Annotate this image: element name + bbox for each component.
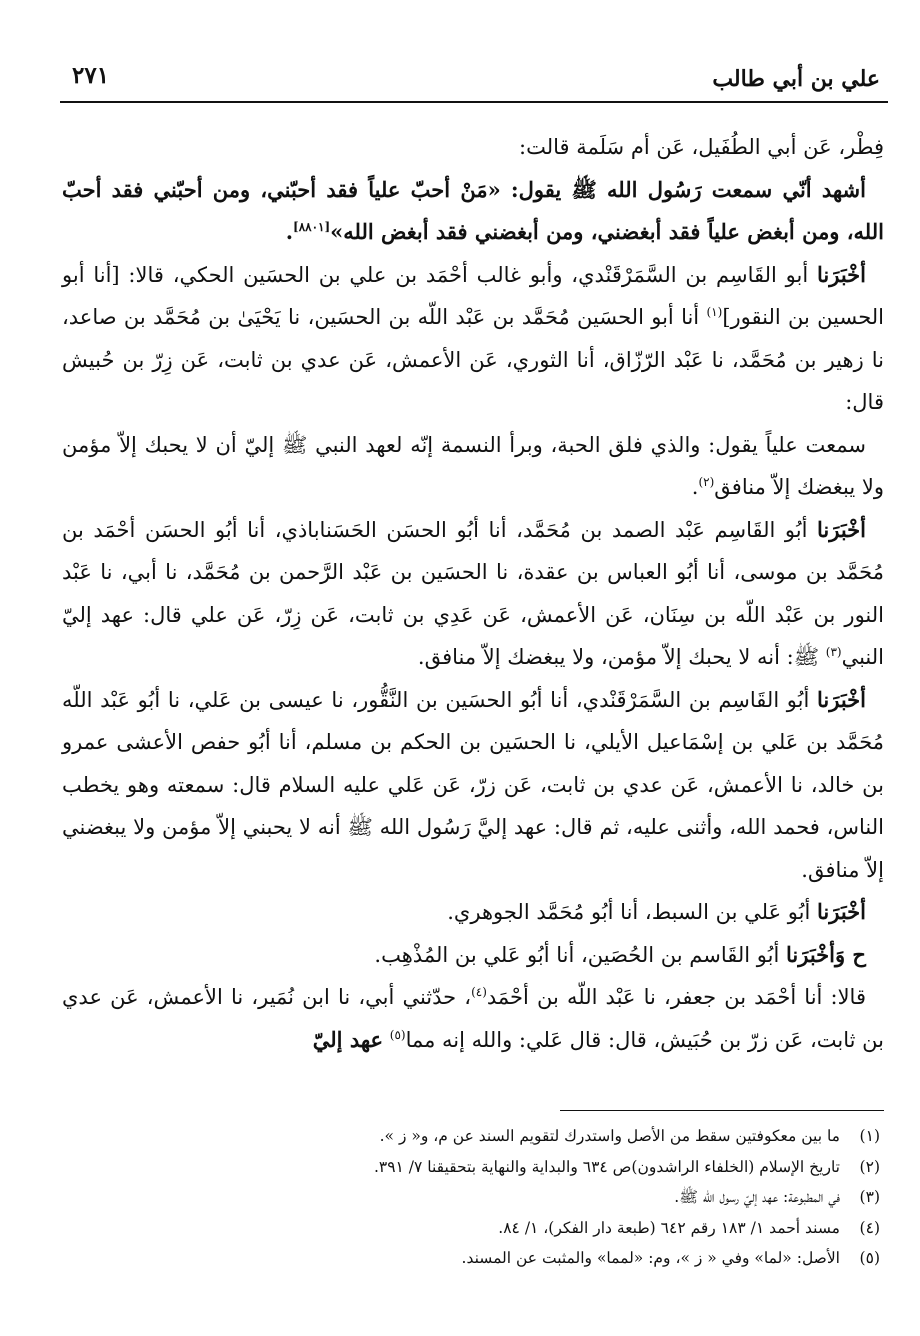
footnote-number: (٣) [859, 1188, 880, 1206]
page-number: ٢٧١ [72, 62, 110, 89]
paragraph-9 [62, 976, 884, 1061]
isnad-text-continued: ﷺ: أنه لا يحبك إلاّ مؤمن، ولا يبغضك إلاّ منافق. [417, 645, 820, 669]
isnad-text: أبُو القَاسم بن الحُصَين، أنا أبُو عَلي بن المُذْهِب. [374, 942, 780, 967]
footnote-item [62, 1121, 880, 1152]
footnote-divider [560, 1110, 884, 1111]
paragraph-3 [62, 254, 884, 424]
footnote-marker: (٤) [471, 985, 487, 999]
footnotes [62, 1121, 880, 1274]
isnad-text-continued: ، حدّثني أبي، نا ابن نُمَير، نا الأعمش، عَن عدي بن ثابت، عَن زرّ بن حُبَيش، قال: قال عَلي: والله إنه مما [62, 985, 884, 1052]
footnote-item [62, 1182, 880, 1213]
footnote-marker: (١) [706, 305, 723, 319]
hadith-text: أشهد أنّي سمعت رَسُول الله ﷺ يقول: «مَنْ أحبّ علياً فقد أحبّني، ومن أحبّني فقد أحبّ الله، ومن أبغض علياً فقد أبغضني، ومن أبغضني فقد أبغض الله» [62, 176, 884, 244]
paragraph-7 [62, 891, 884, 934]
paragraph-4 [62, 424, 884, 509]
paragraph-text: فِطْر، عَن أبي الطُفَيل، عَن أم سَلَمة قالت: [519, 135, 884, 159]
paragraph-end: . [691, 475, 699, 499]
paragraph-2 [62, 169, 884, 254]
paragraph-8 [62, 934, 884, 977]
isnad-text-continued: أنا أبو الحسَين مُحَمَّد بن عَبْد اللّه بن الحسَين، نا يَحْيَىٰ بن مُحَمَّد بن صاعد، نا زهير بن مُحَمَّد، نا عَبْد الرّزّاق، أنا الثوري، عَن الأعمش، عَن عدي بن ثابت، عَن زِرّ بن حُبيش قال: [62, 305, 884, 414]
paragraph-1 [62, 126, 884, 169]
footnote-text: ما بين معكوفتين سقط من الأصل واستدرك لتقويم السند عن م، و« ز ». [379, 1127, 840, 1145]
paragraph-6 [62, 679, 884, 892]
isnad-text: أبُو القَاسِم بن السَّمَرْقَنْدي، أنا أبُو الحسَين بن النَّقُّور، نا عيسى بن عَلي، نا أبُو عَبْد اللّه مُحَمَّد بن عَلي بن إسْمَاعيل الأيلي، نا الحسَين بن الحكم بن مسلم، أنا أبُو حفص الأعشى عمرو بن خالد، نا الأعمش، عَن عدي بن ثابت، عَن زرّ، عَن عَلي عليه السلام قال: سمعته وهو يخطب الناس، فحمد الله، وأثنى عليه، ثم قال: عهد إليَّ رَسُول الله ﷺ أنه لا يحبني إلاّ مؤمن ولا يبغضني إلاّ منافق. [62, 687, 884, 882]
footnote-marker: (٢) [698, 475, 715, 489]
hadith-reference-number: [٨٨٠١] [293, 220, 331, 234]
footnote-number: (٥) [859, 1249, 880, 1267]
main-text [62, 126, 884, 1061]
footnote-text: مسند أحمد ١/ ١٨٣ رقم ٦٤٢ (طبعة دار الفكر)، ١/ ٨٤. [498, 1218, 840, 1237]
running-header-title: علي بن أبي طالب [712, 66, 880, 92]
footnote-marker: (٥) [389, 1027, 406, 1042]
footnote-item [62, 1152, 880, 1183]
footnote-item [62, 1243, 880, 1274]
isnad-lead-word: أخْبَرَنا [817, 686, 866, 712]
footnote-number: (١) [859, 1127, 880, 1145]
hadith-text: عهد إليّ [312, 1026, 384, 1052]
paragraph-end: . [285, 219, 294, 244]
header-divider [60, 101, 888, 103]
isnad-text: أبُو القَاسِم عَبْد الصمد بن مُحَمَّد، أنا أبُو الحسَن الحَسَناباذي، أنا أبُو الحسَن أحْمَد بن مُحَمَّد بن موسى، أنا أبُو العباس بن عقدة، نا الحسَين بن عَبْد الرَّحمن بن مُحَمَّد، نا أبي، نا عَبْد النور بن عَبْد اللّه بن سِنَان، عَن الأعمش، عَن عَدِي بن ثابت، عَن زِرّ، عَن علي قال: عهد إليّ النبي [62, 517, 884, 669]
isnad-lead-word: أخْبَرَنا [817, 261, 866, 287]
footnote-text: في المطبوعة: عهد إليّ رسول الله ﷺ. [674, 1188, 840, 1206]
paragraph-5 [62, 509, 884, 679]
isnad-text: قالا: أنا أحْمَد بن جعفر، نا عَبْد اللّه بن أحْمَد [486, 985, 866, 1009]
footnote-number: (٤) [859, 1218, 880, 1237]
isnad-text: أبُو عَلي بن السبط، أنا أبُو مُحَمَّد الجوهري. [447, 900, 811, 924]
footnote-text: تاريخ الإسلام (الخلفاء الراشدون)ص ٦٣٤ والبداية والنهاية بتحقيقنا ٧/ ٣٩١. [373, 1157, 840, 1176]
isnad-lead-word: أخْبَرَنا [817, 899, 866, 924]
hadith-text: سمعت علياً يقول: والذي فلق الحبة، وبرأ النسمة إنّه لعهد النبي ﷺ إليّ أن لا يحبك إلاّ مؤمن ولا يبغضك إلاّ منافق [62, 432, 884, 499]
footnote-item [62, 1213, 880, 1244]
footnote-marker: (٣) [825, 645, 842, 659]
footnote-text: الأصل: «لما» وفي « ز »، وم: «لمما» والمثبت عن المسند. [461, 1249, 840, 1267]
footnote-number: (٢) [859, 1157, 880, 1176]
isnad-text: أبو القَاسِم بن السَّمَرْقَنْدي، وأبو غالب أحْمَد بن علي بن الحسَين الحكي، قالا: [أنا أبو الحسين بن النقور] [62, 262, 884, 329]
isnad-lead-word: أخْبَرَنا [817, 516, 866, 542]
isnad-lead-word: ح وَأخْبَرَنا [786, 941, 866, 967]
